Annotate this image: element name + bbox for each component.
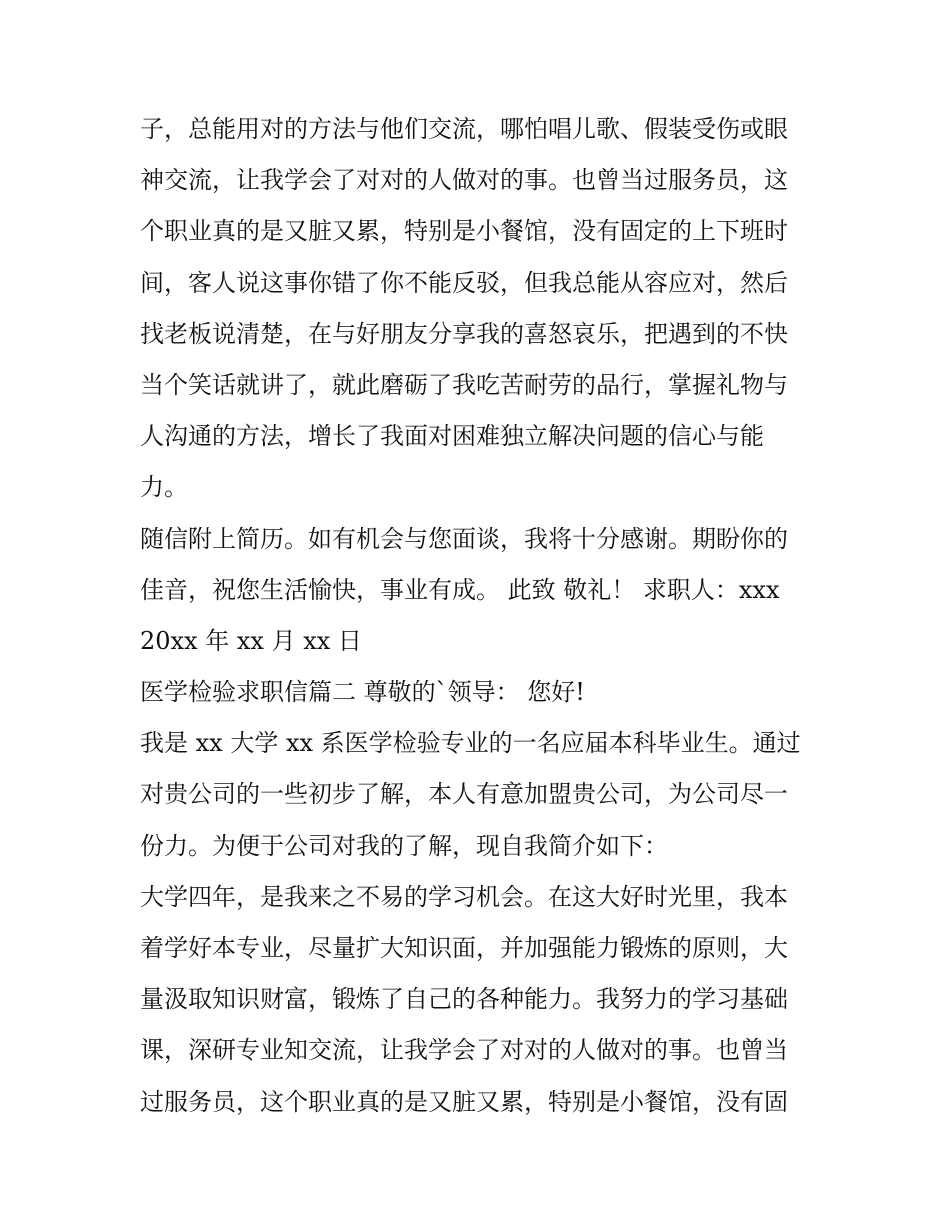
text-line: 随信附上简历。如有机会与您面谈，我将十分感谢。期盼你的 xyxy=(140,524,788,553)
text-line: 个职业真的是又脏又累，特别是小餐馆，没有固定的上下班时 xyxy=(140,217,788,246)
text-line: 力。 xyxy=(140,473,188,502)
text-line: 当个笑话就讲了，就此磨砺了我吃苦耐劳的品行，掌握礼物与 xyxy=(140,370,788,399)
text-line: 我是 xx 大学 xx 系医学检验专业的一名应届本科毕业生。通过 xyxy=(140,729,801,758)
text-line: 子，总能用对的方法与他们交流，哪怕唱儿歌、假装受伤或眼 xyxy=(140,115,788,143)
text-line: 大学四年，是我来之不易的学习机会。在这大好时光里，我本 xyxy=(140,882,788,911)
section-heading: 医学检验求职信篇二 尊敬的`领导： 您好! xyxy=(140,678,585,707)
text-line: 份力。为便于公司对我的了解，现自我简介如下： xyxy=(140,831,668,860)
text-line: 间，客人说这事你错了你不能反驳，但我总能从容应对，然后 xyxy=(140,268,788,297)
text-line: 神交流，让我学会了对对的人做对的事。也曾当过服务员，这 xyxy=(140,166,788,195)
document-body xyxy=(140,104,820,1128)
text-line: 20xx 年 xx 月 xx 日 xyxy=(140,626,362,655)
text-line: 量汲取知识财富，锻炼了自己的各种能力。我努力的学习基础 xyxy=(140,985,788,1014)
text-line: 人沟通的方法，增长了我面对困难独立解决问题的信心与能 xyxy=(140,422,764,451)
text-line: 课，深研专业知交流，让我学会了对对的人做对的事。也曾当 xyxy=(140,1036,788,1065)
text-line: 对贵公司的一些初步了解，本人有意加盟贵公司，为公司尽一 xyxy=(140,780,788,809)
text-line: 着学好本专业，尽量扩大知识面，并加强能力锻炼的原则，大 xyxy=(140,934,788,962)
text-line: 过服务员，这个职业真的是又脏又累，特别是小餐馆，没有固 xyxy=(140,1087,788,1116)
text-line: 找老板说清楚，在与好朋友分享我的喜怒哀乐，把遇到的不快 xyxy=(140,319,788,348)
text-line: 佳音，祝您生活愉快，事业有成。 此致 敬礼！ 求职人：xxx xyxy=(140,575,780,604)
